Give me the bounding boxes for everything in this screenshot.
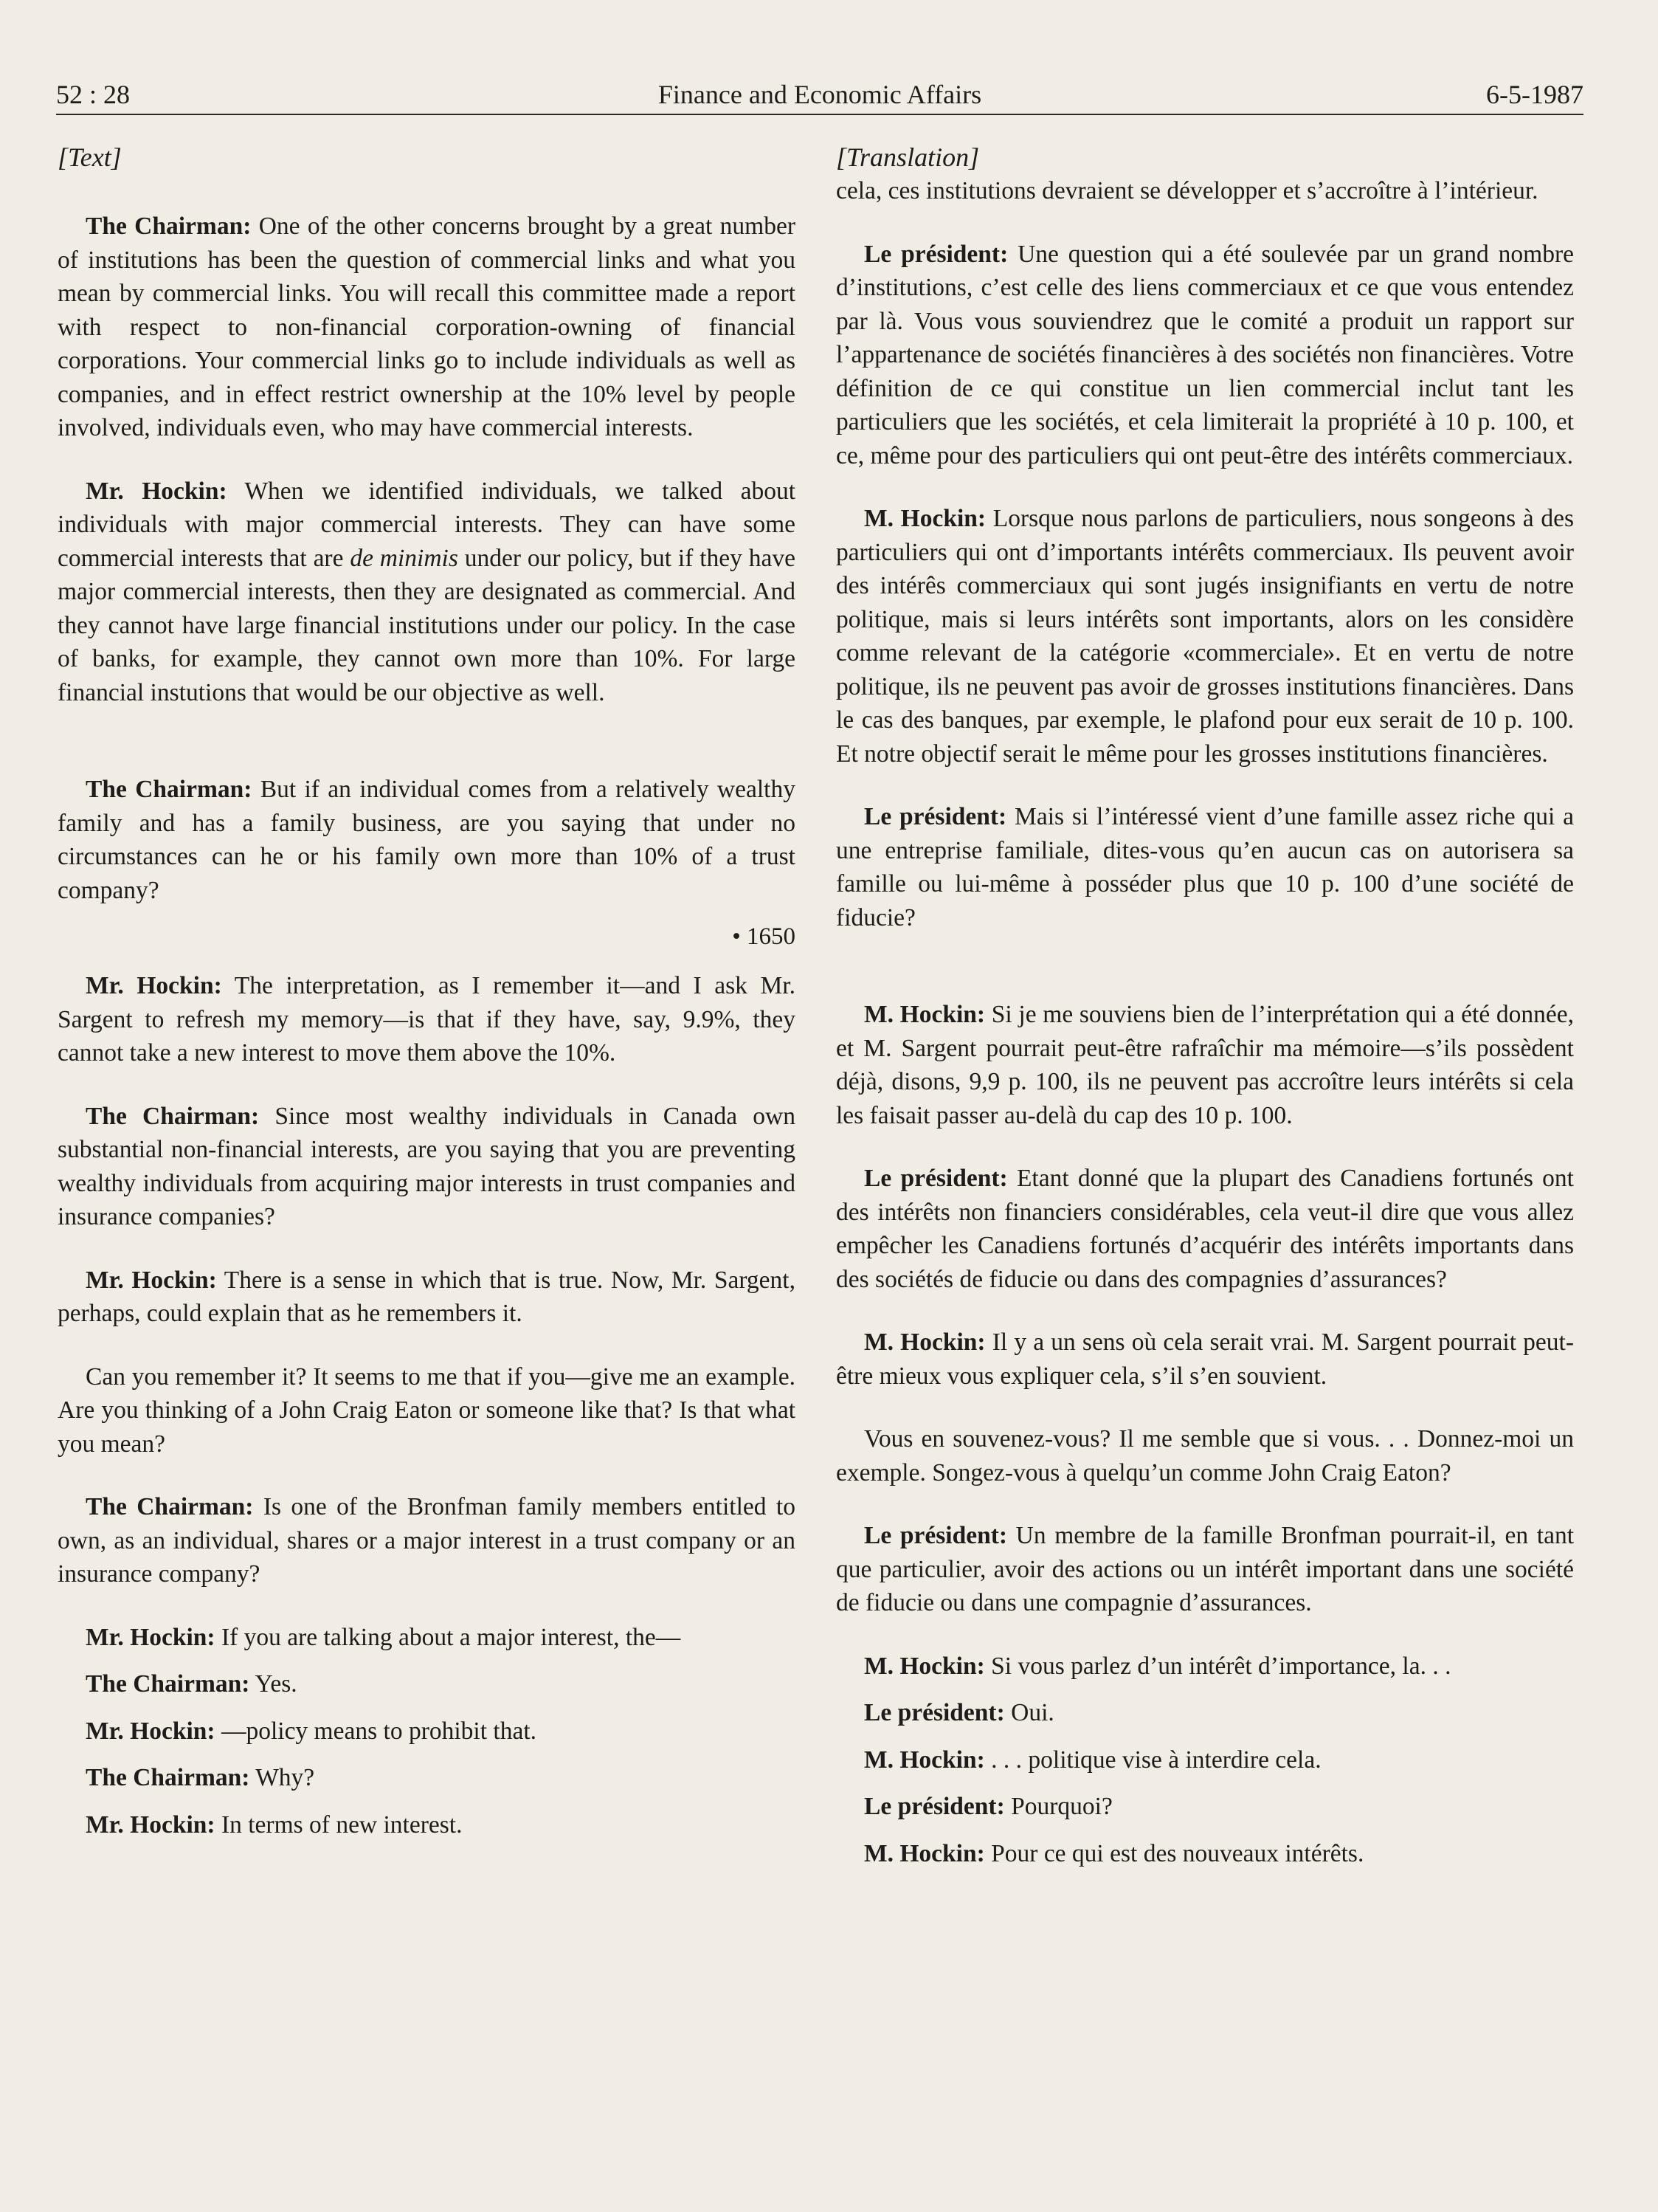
speech: . . . politique vise à interdire cela.	[984, 1746, 1322, 1774]
speech: Si je me souviens bien de l’interprétation qui a été donnée, et M. Sargent pourrait peut-être rafraîchir ma mémoire—s’ils possèdent déjà, disons, 9,9 p. 100, ils ne peuvent pas accroître leurs intérêts si cela les faisait passer au-delà du cap des 10 p. 100.	[836, 1001, 1574, 1129]
time-marker: • 1650	[732, 923, 795, 950]
speech: Lorsque nous parlons de particuliers, nous songeons à des particuliers qui ont d’importants intérêts commerciaux. Ils peuvent avoir des intérês commerciaux qui sont jugés insignifiants en vertu de notre politique, mais si leurs intérêts sont importants, alors on les considère comme relevant de la catégorie «commerciale». Et en vertu de notre politique, ils ne peuvent pas avoir de grosses institutions financières. Dans le cas des banques, par exemple, le plafond pour eux serait de 10 p. 100. Et notre objectif serait le même pour les grosses institutions financières.	[836, 505, 1574, 768]
speech: There is a sense in which that is true. Now, Mr. Sargent, perhaps, could explain that as he remembers it.	[58, 1266, 795, 1327]
text-column-french	[836, 140, 1574, 1884]
page-header	[56, 75, 1583, 115]
speech: In terms of new interest.	[215, 1810, 463, 1839]
column-tag-label: Text	[68, 142, 111, 172]
column-tag: [Text]	[58, 142, 122, 172]
speaker: Mr. Hockin:	[86, 1717, 215, 1745]
paragraph	[836, 1837, 1574, 1871]
paragraph	[836, 1422, 1574, 1489]
paragraph	[58, 1761, 795, 1795]
paragraph	[836, 1696, 1574, 1730]
speaker: Mr. Hockin:	[86, 972, 222, 999]
speaker: M. Hockin:	[864, 1001, 986, 1028]
speaker: Le président:	[864, 1793, 1005, 1820]
paragraph	[58, 1360, 795, 1461]
paragraph	[58, 475, 795, 710]
speaker: Mr. Hockin:	[86, 477, 227, 505]
paragraph	[836, 1326, 1574, 1393]
column-tag: [Translation]	[836, 142, 980, 172]
speech: When we identified individuals, we talked about individuals with major commercial interests. They can have some commercial interests that are	[58, 477, 795, 572]
speech: Etant donné que la plupart des Canadiens fortunés ont des intérêts non financiers considérables, cela veut-il dire que vous allez empêcher les Canadiens fortunés d’acquérir des intérêts importants dans des sociétés de fiducie ou dans des compagnies d’assurances?	[836, 1165, 1574, 1293]
paragraph	[836, 1162, 1574, 1296]
speaker: The Chairman:	[86, 776, 252, 803]
speech: cela, ces institutions devraient se développer et s’accroître à l’intérieur.	[836, 177, 1538, 204]
speaker: M. Hockin:	[864, 1652, 985, 1680]
speech: Il y a un sens où cela serait vrai. M. Sargent pourrait peut-être mieux vous expliquer cela, s’il s’en souvient.	[836, 1329, 1574, 1390]
paragraph	[836, 1743, 1574, 1777]
page-date: 6-5-1987	[1486, 80, 1583, 109]
paragraph	[836, 1519, 1574, 1620]
speech: Pour ce qui est des nouveaux intérêts.	[984, 1839, 1364, 1867]
paragraph	[58, 773, 795, 907]
page-number: 52 : 28	[56, 80, 131, 109]
paragraph	[58, 1490, 795, 1591]
speaker: M. Hockin:	[864, 1839, 985, 1867]
speaker: Le président:	[864, 1699, 1005, 1726]
page-title: Finance and Economic Affairs	[657, 80, 982, 109]
speech: If you are talking about a major interest, the—	[215, 1623, 681, 1651]
paragraph	[58, 1715, 795, 1748]
speaker: M. Hockin:	[864, 1746, 985, 1774]
speaker: Le président:	[864, 1165, 1008, 1192]
speech: Pourquoi?	[1004, 1793, 1113, 1820]
speech: Why?	[249, 1764, 315, 1791]
speech: The interpretation, as I remember it—and I ask Mr. Sargent to refresh my memory—is that if they have, say, 9.9%, they cannot take a new interest to move them above the 10%.	[58, 972, 795, 1067]
paragraph	[836, 800, 1574, 934]
speech: Yes.	[249, 1670, 297, 1698]
speaker: The Chairman:	[86, 213, 252, 240]
speaker: Mr. Hockin:	[86, 1623, 215, 1651]
speech: But if an individual comes from a relatively wealthy family and has a family business, are you saying that under no circumstances can he or his family own more than 10% of a trust company?	[58, 776, 795, 904]
speech: Since most wealthy individuals in Canada own substantial non-financial interests, are you saying that you are preventing wealthy individuals from acquiring major interests in trust companies and insurance companies?	[58, 1102, 795, 1230]
speaker: Le président:	[864, 803, 1007, 830]
paragraph	[58, 1621, 795, 1655]
paragraph	[58, 969, 795, 1070]
paragraph	[836, 1650, 1574, 1684]
column-tag-label: Translation	[846, 142, 970, 172]
speech: Can you remember it? It seems to me that if you—give me an example. Are you thinking of a John Craig Eaton or someone like that? Is that what you mean?	[58, 1362, 795, 1458]
speech: Une question qui a été soulevée par un grand nombre d’institutions, c’est celle des liens commerciaux et ce que vous entendez par là. Vous vous souviendrez que le comité a produit un rapport sur l’appartenance de sociétés financières à des sociétés non financières. Votre définition de ce qui constitue un lien commercial inclut tant les particuliers que les sociétés, et cela limiterait la propriété à 10 p. 100, et ce, même pour des particuliers qui ont peut-être des intérêts commerciaux.	[836, 240, 1574, 469]
text-column-english	[58, 140, 795, 1855]
paragraph	[836, 174, 1574, 208]
paragraph	[58, 1808, 795, 1842]
speaker: The Chairman:	[86, 1493, 254, 1520]
speaker: The Chairman:	[86, 1670, 250, 1698]
speaker: Mr. Hockin:	[86, 1810, 215, 1839]
speech: under our policy, but if they have major commercial interests, then they are designated as commercial. And they cannot have large financial institutions under our policy. In the case of banks, for example, they cannot own more than 10%. For large financial instutions that would be our objective as well.	[58, 544, 795, 706]
speech-italic: de minimis	[350, 544, 458, 572]
paragraph	[58, 1264, 795, 1331]
paragraph	[836, 1790, 1574, 1824]
speaker: Le président:	[864, 1522, 1008, 1549]
paragraph	[836, 502, 1574, 771]
speaker: M. Hockin:	[864, 1329, 986, 1356]
paragraph	[836, 998, 1574, 1132]
paragraph	[58, 1667, 795, 1701]
speech: Mais si l’intéressé vient d’une famille assez riche qui a une entreprise familiale, dites-vous qu’en aucun cas on autorisera sa famille ou lui-même à posséder plus que 10 p. 100 d’une société de fiducie?	[836, 803, 1574, 931]
speaker: The Chairman:	[86, 1102, 260, 1130]
speech: Un membre de la famille Bronfman pourrait-il, en tant que particulier, avoir des actions ou un intérêt important dans une société de fiducie ou dans une compagnie d’assurances.	[836, 1522, 1574, 1616]
speech: One of the other concerns brought by a great number of institutions has been the question of commercial links and what you mean by commercial links. You will recall this committee made a report with respect to non-financial corporation-owning of financial corporations. Your commercial links go to include individuals as well as companies, and in effect restrict ownership at the 10% level by people involved, individuals even, who may have commercial interests.	[58, 213, 796, 441]
paragraph	[58, 1100, 795, 1234]
speaker: The Chairman:	[86, 1764, 250, 1791]
speech: Si vous parlez d’un intérêt d’importance, la. . .	[984, 1652, 1451, 1680]
speech: Vous en souvenez-vous? Il me semble que si vous. . . Donnez-moi un exemple. Songez-vous à quelqu’un comme John Craig Eaton?	[836, 1425, 1574, 1486]
speech: Oui.	[1004, 1699, 1054, 1726]
paragraph	[836, 238, 1574, 473]
speaker: Mr. Hockin:	[86, 1266, 217, 1294]
speech: —policy means to prohibit that.	[215, 1717, 537, 1745]
speaker: M. Hockin:	[864, 505, 987, 532]
paragraph	[58, 210, 795, 445]
speech: Is one of the Bronfman family members entitled to own, as an individual, shares or a major interest in a trust company or an insurance company?	[58, 1493, 795, 1588]
speaker: Le président:	[864, 240, 1009, 268]
